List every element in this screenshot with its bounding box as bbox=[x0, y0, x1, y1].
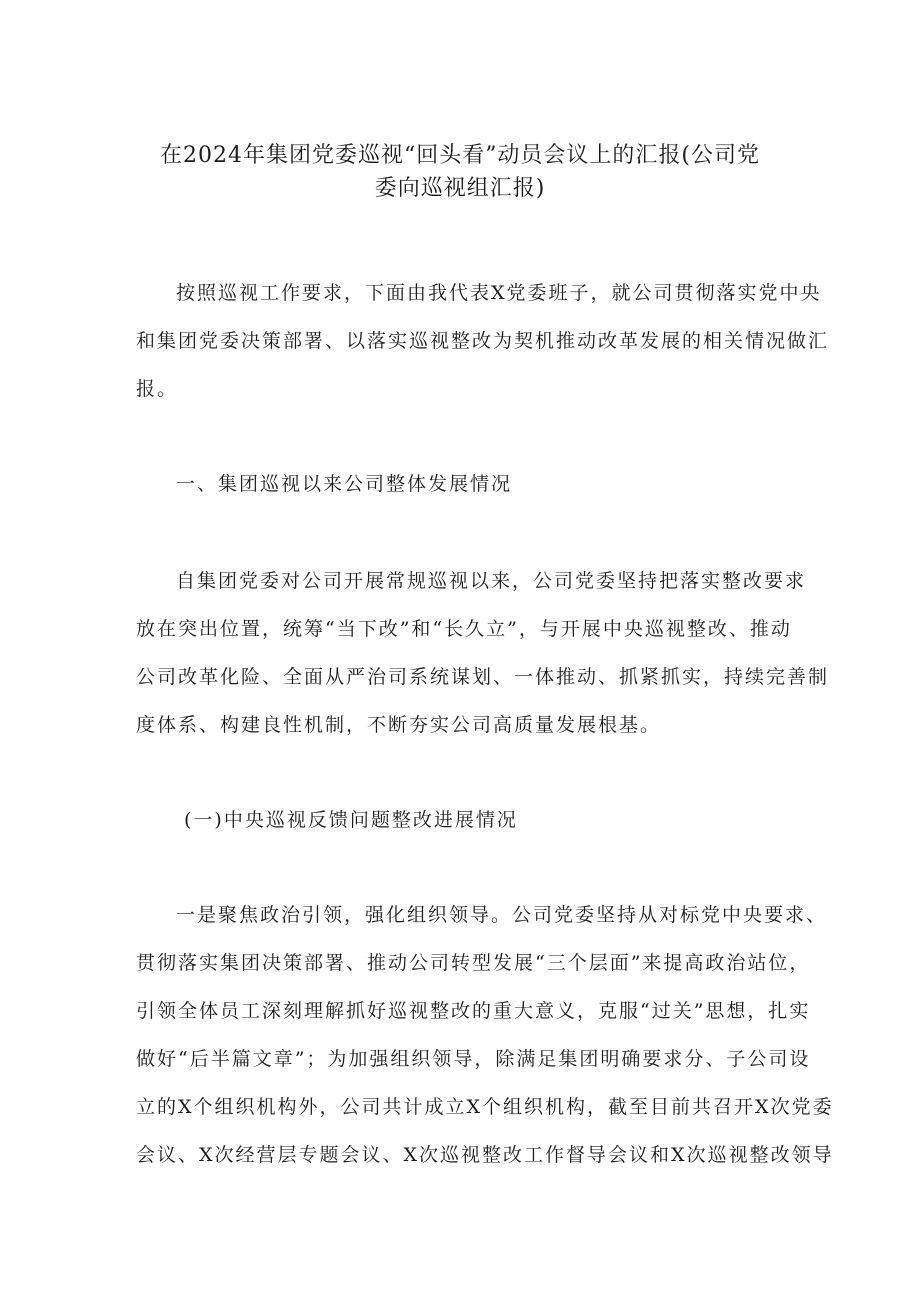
subsection-1-line-4: 做好“后半篇文章”；为加强组织领导，除满足集团明确要求分、子公司设 bbox=[136, 1048, 811, 1070]
section-1-line-2: 放在突出位置，统筹“当下改”和“长久立”，与开展中央巡视整改、推动 bbox=[136, 618, 792, 640]
section-1-line-3: 公司改革化险、全面从严治司系统谋划、一体推动、抓紧抓实，持续完善制 bbox=[136, 666, 830, 688]
subsection-1-line-3: 引领全体员工深刻理解抓好巡视整改的重大意义，克服“过关”思想，扎实 bbox=[136, 1000, 811, 1022]
subsection-1-line-5: 立的X个组织机构外，公司共计成立X个组织机构，截至目前共召开X次党委 bbox=[136, 1096, 834, 1118]
intro-line-2: 和集团党委决策部署、以落实巡视整改为契机推动改革发展的相关情况做汇 bbox=[136, 330, 830, 352]
intro-line-1: 按照巡视工作要求，下面由我代表X党委班子，就公司贯彻落实党中央 bbox=[176, 282, 822, 304]
intro-line-3: 报。 bbox=[136, 378, 179, 400]
section-1-line-4: 度体系、构建良性机制，不断夯实公司高质量发展根基。 bbox=[136, 714, 662, 736]
section-1-heading: 一、集团巡视以来公司整体发展情况 bbox=[176, 473, 513, 495]
subsection-1-line-2: 贯彻落实集团决策部署、推动公司转型发展“三个层面”来提高政治站位， bbox=[136, 952, 811, 974]
document-title-line-1: 在2024年集团党委巡视“回头看”动员会议上的汇报(公司党 bbox=[159, 143, 761, 168]
document-title-line-2: 委向巡视组汇报) bbox=[374, 176, 546, 201]
subsection-1-line-1: 一是聚焦政治引领，强化组织领导。公司党委坚持从对标党中央要求、 bbox=[176, 904, 828, 926]
subsection-1-heading: (一)中央巡视反馈问题整改进展情况 bbox=[184, 809, 518, 831]
subsection-1-line-6: 会议、X次经营层专题会议、X次巡视整改工作督导会议和X次巡视整改领导 bbox=[136, 1144, 834, 1166]
section-1-line-1: 自集团党委对公司开展常规巡视以来，公司党委坚持把落实整改要求 bbox=[176, 570, 807, 592]
